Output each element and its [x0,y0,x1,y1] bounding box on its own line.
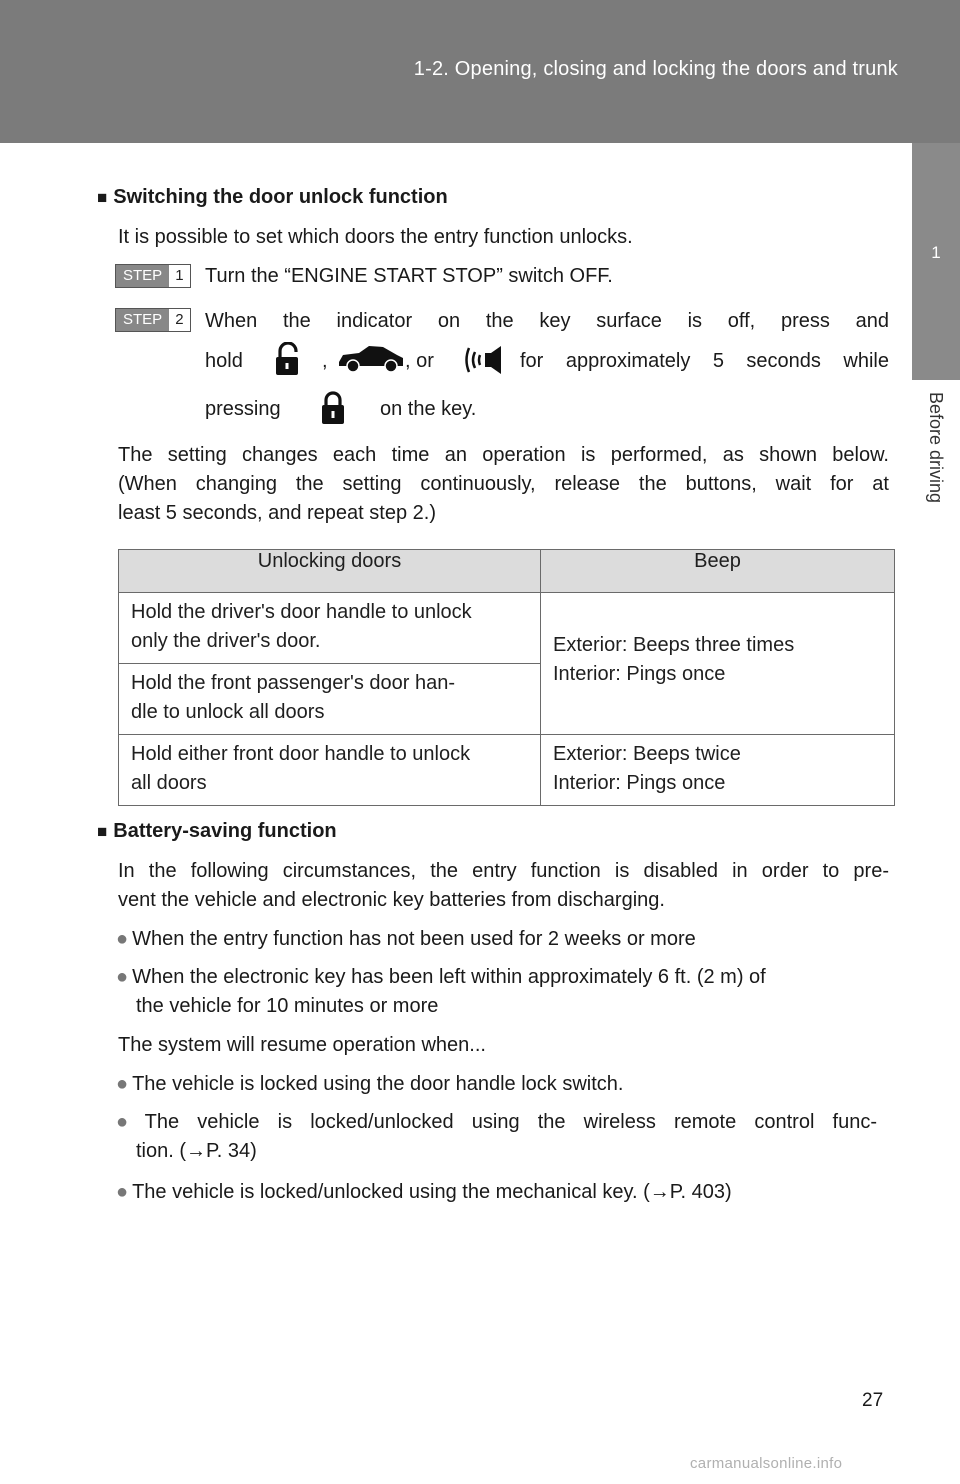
panic-icon [463,344,505,385]
trunk-icon [337,344,405,383]
chapter-tab [912,143,960,380]
bullet-icon: ● [116,928,129,950]
list-item: ● When the electronic key has been left within approximately 6 ft. (2 m) of [116,966,766,988]
step-word: STEP [116,309,169,331]
list-item-continuation: the vehicle for 10 minutes or more [136,995,439,1017]
watermark: carmanualsonline.info [690,1455,843,1472]
chapter-label-text: Before driving [926,392,946,504]
list-item-continuation: tion. (→P. 34) [136,1140,257,1162]
list-item: ● The vehicle is locked using the door handle lock switch. [116,1073,624,1095]
step1-badge [115,264,191,288]
table-cell: Hold either front door handle to unlock all doors [119,735,541,806]
battery-intro-line-2: vent the vehicle and electronic key batteries from discharging. [118,889,665,911]
table-cell: Exterior: Beeps twice Interior: Pings once [541,735,895,806]
on-key-text: on the key. [380,398,477,420]
table-header-beep: Beep [541,550,895,593]
list-item: ● The vehicle is locked/unlocked using the wireless remote control func- [116,1111,877,1133]
step2-line1: When the indicator on the key surface is off, press and [205,310,889,332]
section-heading-switching [97,186,448,209]
section-heading-battery [97,820,337,843]
bullet-icon: ● [116,1111,141,1133]
step-number: 2 [175,311,184,328]
heading-square-icon: ■ [97,822,108,841]
step1-text: Turn the “ENGINE START STOP” switch OFF. [205,265,613,287]
step-number: 1 [175,267,184,284]
bullet-icon: ● [116,1073,129,1095]
table-row [119,735,895,806]
unlock-icon [270,342,306,385]
para-line-2: (When changing the setting continuously, release the buttons, wait for at [118,473,889,495]
step2-duration: for approximately 5 seconds while [520,350,889,372]
list-item: ● When the entry function has not been used for 2 weeks or more [116,928,696,950]
table-cell: Exterior: Beeps three times Interior: Pings once [541,593,895,735]
step-word: STEP [116,265,169,287]
or-text: , or [405,350,434,372]
para-line-3: least 5 seconds, and repeat step 2.) [118,502,436,524]
chapter-title: 1-2. Opening, closing and locking the doors and trunk [413,58,898,80]
table-header-row [119,550,895,593]
step2-hold: hold [205,350,243,372]
battery-intro-line-1: In the following circumstances, the entry function is disabled in order to pre- [118,860,889,882]
list-item: ● The vehicle is locked/unlocked using the mechanical key. (→P. 403) [116,1181,732,1203]
resume-text: The system will resume operation when... [118,1034,486,1056]
step2-line3 [205,394,889,430]
step2-badge [115,308,191,332]
heading-square-icon: ■ [97,188,108,207]
header-bar [0,0,960,143]
heading-text: Battery-saving function [113,820,337,842]
lock-icon [318,390,348,435]
table-cell: Hold the driver's door handle to unlock only the driver's door. [119,593,541,664]
comma: , [322,350,328,372]
section-intro: It is possible to set which doors the entry function unlocks. [118,226,633,248]
bullet-icon: ● [116,1181,129,1203]
bullet-icon: ● [116,966,129,988]
step2-line2 [205,346,889,382]
step2-pressing: pressing [205,398,281,420]
table-cell: Hold the front passenger's door han- dle to unlock all doors [119,664,541,735]
page-number: 27 [862,1390,884,1411]
para-line-1: The setting changes each time an operation is performed, as shown below. [118,444,889,466]
chapter-number: 1 [931,243,941,262]
heading-text: Switching the door unlock function [113,186,448,208]
table-header-unlocking: Unlocking doors [119,550,541,593]
chapter-side-label [912,392,960,542]
unlock-settings-table [118,549,895,806]
table-row [119,593,895,664]
